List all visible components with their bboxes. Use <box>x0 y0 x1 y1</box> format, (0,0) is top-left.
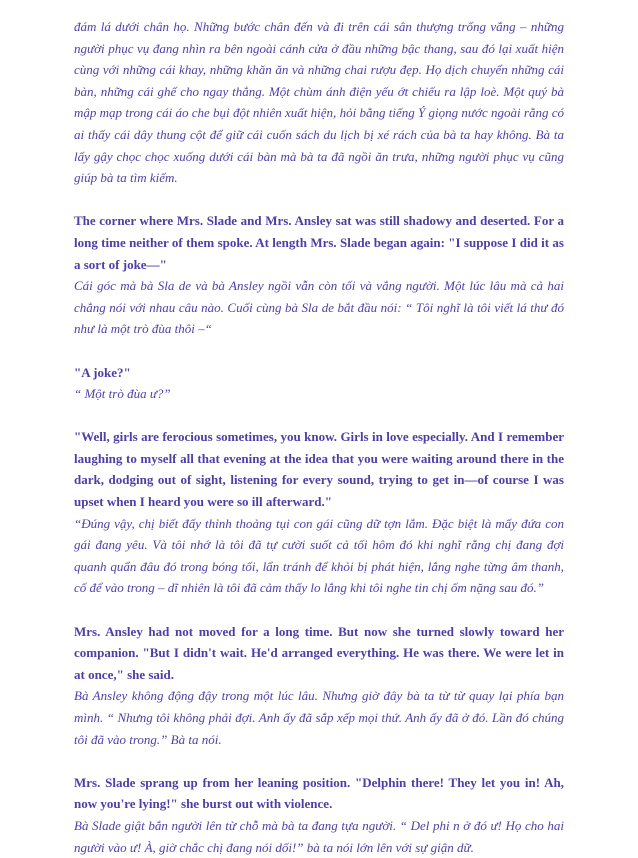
paragraph-5 <box>74 621 564 751</box>
english-original: Mrs. Ansley had not moved for a long time. But now she turned slowly toward her companion. "But I didn't wait. He'd arranged everything. He was there. We were let in at once," she said. <box>74 623 564 682</box>
english-original: Mrs. Slade sprang up from her leaning position. "Delphin there! They let you in! Ah, now you're lying!" she burst out with violence. <box>74 774 564 812</box>
vietnamese-translation: Bà Slade giật bắn người lên từ chỗ mà bà ta đang tựa người. “ Del phi n ở đó ư! Họ cho hai người vào ư! À, giờ chắc chị đang nói dối!” bà ta nói lớn lên với sự giận dữ. <box>74 817 564 855</box>
paragraph-2 <box>74 210 564 340</box>
vietnamese-translation: “Đúng vậy, chị biết đấy thỉnh thoảng tụi con gái cũng dữ tợn lắm. Đặc biệt là mấy đứa con gái đang yêu. Và tôi nhớ là tôi đã tự cười suốt cả tối hôm đó khi nghĩ rằng chị đang đợi quanh quẩn đâu đó trong bóng tối, lẩn tránh để khỏi bị phát hiện, lắng nghe từng âm thanh, cố để vào trong – dĩ nhiên là tôi đã cảm thấy lo lắng khi tôi nghe tin chị ốm nặng sau đó.” <box>74 515 564 596</box>
english-original: The corner where Mrs. Slade and Mrs. Ansley sat was still shadowy and deserted. For a long time neither of them spoke. At length Mrs. Slade began again: "I suppose I did it as a sort of joke—" <box>74 213 564 272</box>
vietnamese-translation: Bà Ansley không động đậy trong một lúc lâu. Nhưng giờ đây bà ta từ từ quay lại phía bạn mình. “ Nhưng tôi không phải đợi. Anh ấy đã sắp xếp mọi thứ. Anh ấy đã ở đó. Lần đó chúng tôi đã vào trong.” Bà ta nói. <box>74 688 564 747</box>
vietnamese-translation: Cái góc mà bà Sla de và bà Ansley ngồi vẫn còn tối và vắng người. Một lúc lâu mà cả hai chẳng nói với nhau câu nào. Cuối cùng bà Sla de bắt đầu nói: “ Tôi nghĩ là tôi viết lá thư đó như là một trò đùa thôi –“ <box>74 278 564 337</box>
vietnamese-translation: đám lá dưới chân họ. Những bước chân đến và đi trên cái sân thượng trống vắng – những người phục vụ đang nhìn ra bên ngoài cánh cửa ở đầu những bậc thang, sau đó lại xuất hiện cùng với những cái khay, những khăn ăn và những chai rượu đẹp. Họ dịch chuyển những cái bàn, những cái ghế cho ngay thẳng. Một chùm ánh điện yếu ớt chiếu ra lập loè. Một quý bà mập mạp trong cái áo che bụi đột nhiên xuất hiện, hỏi bằng tiếng Ý giọng nước ngoài rằng có ai thấy cái dây thung cột để giữ cái cuốn sách du lịch bị xé rách của bà ta hay không. Bà ta lấy gậy chọc chọc xuống dưới cái bàn mà bà ta đã ngồi ăn trưa, những người phục vụ cũng giúp bà ta tìm kiếm. <box>74 19 564 186</box>
paragraph-3 <box>74 362 564 405</box>
paragraph-4 <box>74 426 564 599</box>
vietnamese-translation: “ Một trò đùa ư?” <box>74 386 171 402</box>
paragraph-6 <box>74 772 564 858</box>
english-original: "A joke?" <box>74 364 131 380</box>
english-original: "Well, girls are ferocious sometimes, you know. Girls in love especially. And I remember laughing to myself all that evening at the idea that you were waiting around there in the dark, dodging out of sight, listening for every sound, trying to get in—of course I was upset when I heard you were so ill afterward." <box>74 429 564 510</box>
paragraph-1 <box>74 16 564 189</box>
